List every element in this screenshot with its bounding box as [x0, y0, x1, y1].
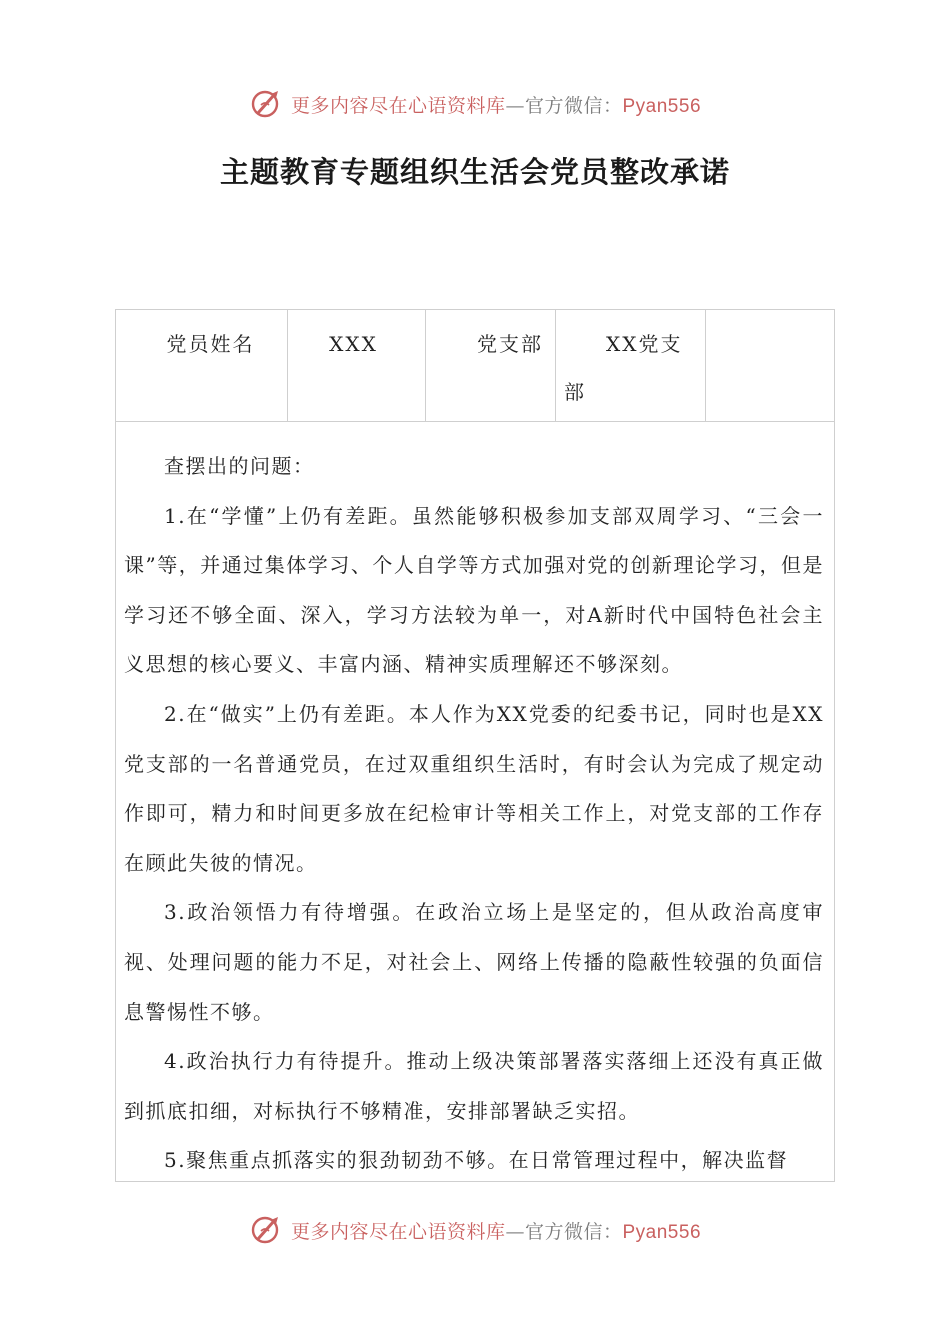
issue-item-1: 1.在“学懂”上仍有差距。虽然能够积极参加支部双周学习、“三会一课”等，并通过集体学习、个人自学等方式加强对党的创新理论学习，但是学习还不够全面、深入，学习方法较为单一，对A新时代中国特色社会主义思想的核心要义、丰富内涵、精神实质理解还不够深刻。 [124, 503, 824, 677]
watermark-text [291, 91, 701, 118]
empty-cell [706, 310, 834, 421]
issues-intro: 查摆出的问题： [164, 454, 315, 478]
watermark-label: 官方微信： [524, 95, 623, 117]
issues-content [116, 422, 834, 1182]
member-name-value: XXX [288, 310, 426, 421]
pen-circle-logo-icon [249, 1213, 283, 1247]
issue-item-4: 4.政治执行力有待提升。推动上级决策部署落实落细上还没有真正做到抓底扣细，对标执行不够精准，安排部署缺乏实招。 [124, 1049, 824, 1123]
watermark-label: 官方微信： [524, 1221, 623, 1243]
watermark-footer [0, 1210, 950, 1250]
branch-label: 党支部 [426, 310, 556, 421]
watermark-header [0, 84, 950, 124]
document-title: 主题教育专题组织生活会党员整改承诺 [219, 155, 730, 189]
watermark-text [291, 1217, 701, 1244]
commitment-table [115, 309, 835, 1182]
watermark-id: Pyan556 [622, 1221, 702, 1243]
watermark-id: Pyan556 [622, 95, 702, 117]
table-header-row [116, 310, 834, 422]
watermark-dash: — [505, 94, 525, 117]
branch-value: XX党支部 [556, 310, 706, 421]
member-name-label: 党员姓名 [116, 310, 288, 421]
issue-item-5: 5.聚焦重点抓落实的狠劲韧劲不够。在日常管理过程中，解决监督 [164, 1148, 789, 1173]
watermark-main: 更多内容尽在心语资料库 [290, 94, 506, 117]
watermark-dash: — [505, 1220, 525, 1243]
pen-circle-logo-icon [249, 87, 283, 121]
issue-item-3: 3.政治领悟力有待增强。在政治立场上是坚定的，但从政治高度审视、处理问题的能力不足，对社会上、网络上传播的隐蔽性较强的负面信息警惕性不够。 [124, 900, 824, 1024]
issue-item-2: 2.在“做实”上仍有差距。本人作为XX党委的纪委书记，同时也是XX党支部的一名普通党员，在过双重组织生活时，有时会认为完成了规定动作即可，精力和时间更多放在纪检审计等相关工作上，对党支部的工作存在顾此失彼的情况。 [124, 701, 824, 875]
watermark-main: 更多内容尽在心语资料库 [290, 1220, 506, 1243]
